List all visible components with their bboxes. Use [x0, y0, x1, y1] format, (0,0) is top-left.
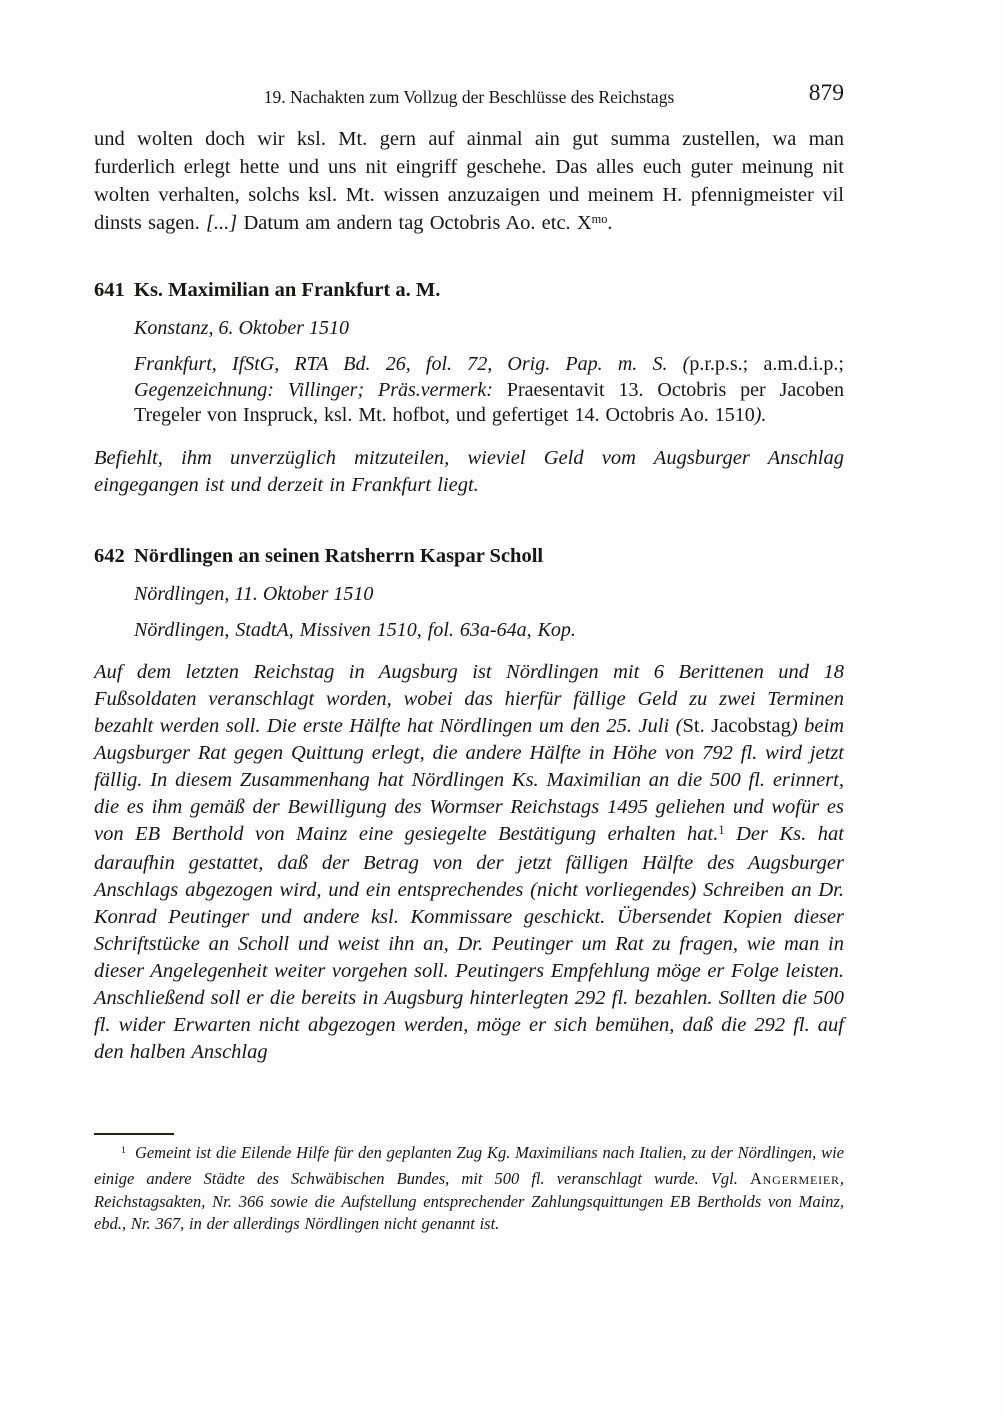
entry-642-source: Nördlingen, StadtA, Missiven 1510, fol. 63a-64a, Kop.: [134, 618, 576, 641]
entry-642-title: Nördlingen an seinen Ratsherrn Kaspar Scholl: [134, 544, 544, 567]
text-run: Praesentavit 13. Octobris per Jacoben Tregeler von Inspruck, ksl. Mt. hofbot, und gefertiget 14. Octobris Ao. 1510: [134, 378, 844, 426]
page-number: 879: [808, 80, 844, 106]
entry-641-summary: Befiehlt, ihm unverzüglich mitzuteilen, wieviel Geld vom Augsburger Anschlag eingegangen ist und derzeit in Frankfurt liegt.: [94, 446, 844, 496]
footnote-separator-rule: [94, 1133, 174, 1135]
text-run: Frankfurt, IfStG, RTA Bd. 26, fol. 72, Orig. Pap. m. S. (: [134, 353, 690, 375]
author-smallcaps: Angermeier: [749, 1168, 840, 1188]
text-run: Der Ks. hat daraufhin gestattet, daß der Betrag von der jetzt fälligen Hälfte des Augsburger Anschlags abgezogen wird, und ein entsprechendes (nicht vorliegendes) Schreiben an Dr. Konrad Peutinger und andere ksl. Kommissare geschickt. Übersendet Kopien dieser Schriftstücke an Scholl und weist ihn an, Dr. Peutinger um Rat zu fragen, wie man in dieser Angelegenheit weiter vorgehen soll. Peutingers Empfehlung möge er Folge leisten. Anschließend soll er die bereits in Augsburg hinterlegten 292 fl. bezahlen. Sollten die 500 fl. wider Erwarten nicht abgezogen werden, möge er sich bemühen, daß die 292 fl. auf den halben Anschlag: [94, 823, 844, 1063]
text-run: , Reichstagsakten, Nr. 366 sowie die Aufstellung entsprechender Zahlungsquittungen EB Bertholds von Mainz, ebd., Nr. 367, in der allerdings Nördlingen nicht genannt ist.: [94, 1168, 844, 1234]
entry-641-title: Ks. Maximilian an Frankfurt a. M.: [134, 279, 441, 301]
entry-641: [94, 277, 844, 499]
text-run: St. Jacobstag: [682, 715, 791, 737]
entry-641-dateline: Konstanz, 6. Oktober 1510: [134, 317, 349, 339]
ellipsis-marker: [...]: [205, 212, 238, 234]
text-run: ) beim Augsburger Rat gegen Quittung erlegt, die andere Hälfte in Höhe von 792 fl. wird jetzt fällig. In diesem Zusammenhang hat Nördlingen Ks. Maximilian an die 500 fl. erinnert, die es ihm gemäß der Bewilligung des Wormser Reichstags 1495 geliehen und wofür es von EB Berthold von Mainz eine gesiegelte Bestätigung erhalten hat.: [94, 715, 844, 845]
text-run: Gegenzeichnung: Villinger; Präs.vermerk:: [134, 378, 507, 401]
entry-642: [94, 543, 844, 1067]
footnote-number: 1: [121, 1145, 126, 1157]
footnote-reference: 1: [718, 822, 725, 837]
text-run: Datum am andern tag Octobris Ao. etc. X: [237, 212, 592, 234]
text-run: Gemeint ist die Eilende Hilfe für den geplanten Zug Kg. Maximilians nach Italien, zu der Nördlingen, wie einige andere Städte des Schwäbischen Bundes, mit 500 fl. veranschlagt wurde. Vgl.: [94, 1143, 844, 1188]
intro-paragraph: [94, 125, 844, 239]
entry-642-number: 642: [94, 544, 125, 567]
text-run: und wolten doch wir ksl. Mt. gern auf ainmal ain gut summa zustellen, wa man furderlich erlegt hette und uns nit eingriff geschehe. Das alles euch guter meinung nit wolten verhalten, solchs ksl. Mt. wissen anzuzaigen und meinem H. pfennigmeister vil dinsts sagen.: [94, 128, 844, 234]
entry-641-number: 641: [94, 279, 125, 301]
footnote-area: [94, 1133, 844, 1236]
running-header-title: 19. Nachakten zum Vollzug der Beschlüsse des Reichstags: [263, 87, 675, 107]
text-block: [94, 82, 844, 1066]
text-run: p.r.p.s.; a.m.d.i.p.;: [689, 353, 844, 375]
entry-642-dateline: Nördlingen, 11. Oktober 1510: [134, 582, 374, 605]
entry-641-source: [134, 352, 844, 429]
running-header: [94, 82, 844, 112]
entry-642-summary: [94, 659, 844, 1066]
text-run: Auf dem letzten Reichstag in Augsburg ist Nördlingen mit 6 Berittenen und 18 Fußsoldaten veranschlagt worden, wobei das hierfür fällige Geld zu zwei Terminen bezahlt werden soll. Die erste Hälfte hat Nördlingen um den 25. Juli (: [94, 661, 844, 737]
entry-641-heading: [94, 277, 844, 303]
text-run: ).: [754, 404, 767, 426]
superscript-run: mo: [591, 211, 608, 226]
entry-642-heading: [94, 543, 844, 569]
text-run: .: [607, 212, 613, 234]
footnote-1: [94, 1142, 844, 1236]
